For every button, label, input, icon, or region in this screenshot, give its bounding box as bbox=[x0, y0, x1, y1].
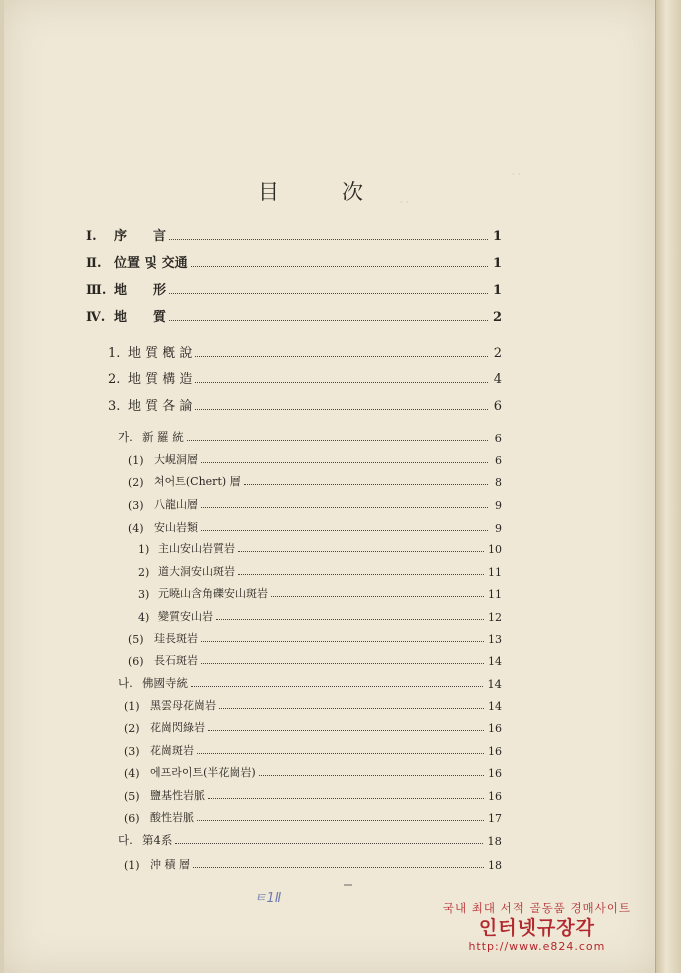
leader-dots bbox=[219, 707, 484, 709]
leader-dots bbox=[169, 238, 488, 240]
toc-label: 沖 積 層 bbox=[150, 858, 190, 871]
toc-entry-item[interactable] bbox=[128, 471, 502, 489]
toc-label: 新 羅 統 bbox=[142, 430, 184, 444]
toc-label: 珪長斑岩 bbox=[154, 632, 198, 645]
leader-dots bbox=[201, 529, 488, 531]
toc-page-number: 14 bbox=[488, 655, 502, 668]
toc-number: (1) bbox=[128, 454, 144, 467]
toc-page-number: 9 bbox=[495, 499, 502, 512]
toc-number: Ⅳ. bbox=[86, 310, 106, 325]
toc-label: 道大洞安山斑岩 bbox=[158, 565, 235, 578]
toc-entry-section-3[interactable] bbox=[108, 396, 502, 414]
title-char-2: 次 bbox=[342, 180, 365, 204]
toc-label: 長石斑岩 bbox=[154, 654, 198, 667]
toc-entry-group-na[interactable] bbox=[118, 673, 502, 691]
toc-page-number: 16 bbox=[488, 790, 502, 803]
watermark bbox=[443, 900, 631, 953]
toc-page-number: 1 bbox=[492, 229, 502, 244]
toc-number: 1. bbox=[108, 346, 121, 361]
leader-dots bbox=[244, 483, 488, 485]
toc-label: 酸性岩脈 bbox=[150, 811, 194, 824]
leader-dots bbox=[201, 640, 484, 642]
toc-label: 地 質 槪 說 bbox=[128, 346, 193, 361]
toc-number: 3. bbox=[108, 399, 121, 414]
toc-label: 黑雲母花崗岩 bbox=[150, 699, 216, 712]
handwritten-stamp: ㅌ1Ⅱ bbox=[254, 891, 282, 906]
toc-number: (2) bbox=[124, 722, 140, 735]
toc-number: 나. bbox=[118, 676, 133, 690]
toc-label: 八龍山層 bbox=[154, 498, 198, 511]
toc-entry-section-2[interactable] bbox=[108, 369, 502, 387]
toc-entry-item[interactable] bbox=[124, 854, 502, 872]
leader-dots bbox=[197, 752, 484, 754]
toc-page-number: 14 bbox=[488, 700, 502, 713]
toc-page-number: 13 bbox=[488, 633, 502, 646]
leader-dots bbox=[169, 319, 488, 321]
toc-entry-item[interactable] bbox=[124, 740, 502, 758]
toc-entry-chapter-3[interactable] bbox=[86, 280, 502, 298]
leader-dots bbox=[259, 774, 484, 776]
toc-page-number: 17 bbox=[488, 812, 502, 825]
toc-entry-subitem[interactable] bbox=[138, 561, 502, 579]
toc-entry-chapter-2[interactable] bbox=[86, 253, 502, 271]
toc-label: 에프라이트(半花崗岩) bbox=[150, 766, 256, 779]
toc-number: 1) bbox=[138, 543, 150, 556]
toc-number: Ⅲ. bbox=[86, 283, 107, 298]
toc-page-number: 4 bbox=[493, 372, 502, 387]
toc-entry-subitem[interactable] bbox=[138, 606, 502, 624]
leader-dots bbox=[216, 618, 484, 620]
watermark-url: http://www.e824.com bbox=[468, 940, 606, 953]
toc-entry-item[interactable] bbox=[128, 517, 502, 535]
toc-number: (4) bbox=[128, 522, 144, 535]
toc-page-number: 1 bbox=[492, 256, 502, 271]
toc-number: (3) bbox=[124, 745, 140, 758]
toc-page-number: 12 bbox=[488, 611, 502, 624]
toc-number: (1) bbox=[124, 859, 140, 872]
toc-number: Ⅰ. bbox=[86, 229, 97, 244]
toc-page-number: 18 bbox=[487, 834, 502, 848]
toc-entry-subitem[interactable] bbox=[138, 583, 502, 601]
toc-page-number: 6 bbox=[494, 431, 502, 445]
leader-dots bbox=[238, 573, 484, 575]
leader-dots bbox=[197, 819, 484, 821]
toc-page-number: 2 bbox=[493, 346, 502, 361]
toc-entry-group-da[interactable] bbox=[118, 830, 502, 848]
toc-label: 佛國寺統 bbox=[142, 676, 188, 690]
bleed-through-mark: · · bbox=[400, 198, 409, 208]
toc-page-number: 14 bbox=[487, 677, 502, 691]
toc-label: 主山安山岩質岩 bbox=[158, 542, 235, 555]
toc-entry-chapter-4[interactable] bbox=[86, 307, 502, 325]
toc-number: (3) bbox=[128, 499, 144, 512]
bleed-through-mark: · · bbox=[512, 170, 521, 180]
toc-entry-item[interactable] bbox=[128, 628, 502, 646]
toc-page-number: 9 bbox=[495, 522, 502, 535]
toc-number: 4) bbox=[138, 611, 150, 624]
leader-dots bbox=[201, 506, 488, 508]
toc-number: Ⅱ. bbox=[86, 256, 102, 271]
leader-dots bbox=[201, 662, 484, 664]
toc-label: 序 言 bbox=[114, 229, 167, 244]
leader-dots bbox=[191, 685, 483, 687]
toc-entry-section-1[interactable] bbox=[108, 343, 502, 361]
toc-page-number: 2 bbox=[492, 310, 502, 325]
watermark-line-1: 국내 최대 서적 골동품 경매사이트 bbox=[442, 901, 631, 915]
toc-label: 安山岩類 bbox=[154, 521, 198, 534]
toc-page-number: 10 bbox=[488, 543, 502, 556]
leader-dots bbox=[175, 842, 483, 844]
ink-smudge bbox=[344, 884, 352, 886]
toc-entry-chapter-1[interactable] bbox=[86, 226, 502, 244]
toc-label: 地 質 各 論 bbox=[128, 399, 193, 414]
toc-label: 變質安山岩 bbox=[158, 610, 213, 623]
title-char-1: 目 bbox=[258, 180, 281, 204]
leader-dots bbox=[195, 355, 488, 357]
toc-number: (5) bbox=[124, 790, 140, 803]
toc-number: 가. bbox=[118, 430, 133, 444]
toc-label: 地 質 構 造 bbox=[128, 372, 193, 387]
leader-dots bbox=[238, 550, 484, 552]
toc-number: 3) bbox=[138, 588, 150, 601]
toc-entry-item[interactable] bbox=[124, 695, 502, 713]
toc-page-number: 18 bbox=[488, 859, 502, 872]
leader-dots bbox=[191, 265, 488, 267]
toc-label: 鹽基性岩脈 bbox=[150, 789, 205, 802]
toc-label: 地 形 bbox=[114, 283, 167, 298]
toc-label: 元曉山含角礫安山斑岩 bbox=[158, 587, 268, 600]
toc-number: (2) bbox=[128, 476, 144, 489]
toc-number: 2. bbox=[108, 372, 121, 387]
leader-dots bbox=[187, 439, 488, 441]
toc-entry-item[interactable] bbox=[124, 807, 502, 825]
toc-number: (6) bbox=[128, 655, 144, 668]
toc-page-number: 11 bbox=[488, 588, 502, 601]
toc-page-number: 16 bbox=[488, 745, 502, 758]
toc-page-number: 6 bbox=[495, 454, 502, 467]
leader-dots bbox=[193, 866, 484, 868]
toc-entry-item[interactable] bbox=[124, 762, 502, 780]
toc-page-number: 8 bbox=[495, 476, 502, 489]
toc-page-number: 1 bbox=[492, 283, 502, 298]
leader-dots bbox=[201, 461, 488, 463]
toc-entry-item[interactable] bbox=[128, 494, 502, 512]
toc-label: 大峴洞層 bbox=[154, 453, 198, 466]
toc-label: 花崗斑岩 bbox=[150, 744, 194, 757]
toc-label: 花崗閃綠岩 bbox=[150, 721, 205, 734]
toc-entry-group-ga[interactable] bbox=[118, 427, 502, 445]
toc-entry-item[interactable] bbox=[124, 785, 502, 803]
toc-number: (1) bbox=[124, 700, 140, 713]
toc-number: (5) bbox=[128, 633, 144, 646]
toc-page-number: 16 bbox=[488, 767, 502, 780]
toc-number: 2) bbox=[138, 566, 150, 579]
toc-entry-item[interactable] bbox=[128, 650, 502, 668]
toc-page-number: 16 bbox=[488, 722, 502, 735]
toc-entry-item[interactable] bbox=[128, 449, 502, 467]
toc-number: 다. bbox=[118, 833, 133, 847]
toc-label: 第4系 bbox=[142, 833, 173, 847]
toc-number: (6) bbox=[124, 812, 140, 825]
toc-label: 位置 및 交通 bbox=[114, 256, 188, 271]
toc-label: 쳐어트(Chert) 層 bbox=[154, 475, 241, 488]
leader-dots bbox=[195, 381, 488, 383]
leader-dots bbox=[208, 797, 484, 799]
toc-entry-item[interactable] bbox=[124, 717, 502, 735]
toc-page-number: 6 bbox=[493, 399, 502, 414]
toc-label: 地 質 bbox=[114, 310, 167, 325]
leader-dots bbox=[208, 729, 484, 731]
toc-number: (4) bbox=[124, 767, 140, 780]
leader-dots bbox=[271, 595, 484, 597]
toc-entry-subitem[interactable] bbox=[138, 538, 502, 556]
leader-dots bbox=[169, 292, 488, 294]
watermark-brand: 인터넷규장각 bbox=[478, 917, 595, 939]
toc-page-number: 11 bbox=[488, 566, 502, 579]
leader-dots bbox=[195, 408, 488, 410]
